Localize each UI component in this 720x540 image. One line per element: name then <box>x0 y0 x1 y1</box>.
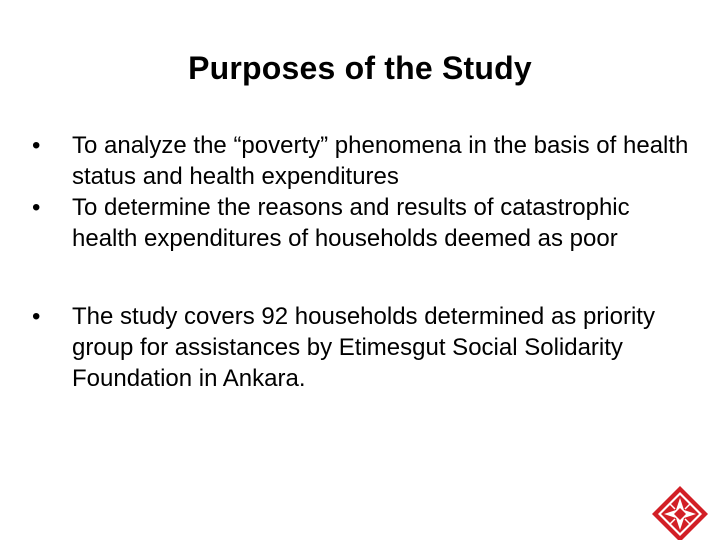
bullet-item <box>30 301 690 394</box>
bullet-text: To analyze the “poverty” phenomena in the basis of health status and health expenditures <box>72 132 689 190</box>
bullet-marker: • <box>32 194 41 221</box>
bullet-item <box>30 192 690 254</box>
bullet-item <box>30 130 690 192</box>
slide-title: Purposes of the Study <box>188 50 532 86</box>
red-diamond-emblem-icon <box>650 484 710 540</box>
bullet-marker: • <box>32 132 41 159</box>
bullet-text: The study covers 92 households determined as priority group for assistances by Etimesgut Social Solidarity Foundation in Ankara. <box>72 303 655 392</box>
bullet-list <box>30 130 690 394</box>
bullet-marker: • <box>32 303 41 330</box>
bullet-text: To determine the reasons and results of catastrophic health expenditures of households deemed as poor <box>72 194 630 252</box>
